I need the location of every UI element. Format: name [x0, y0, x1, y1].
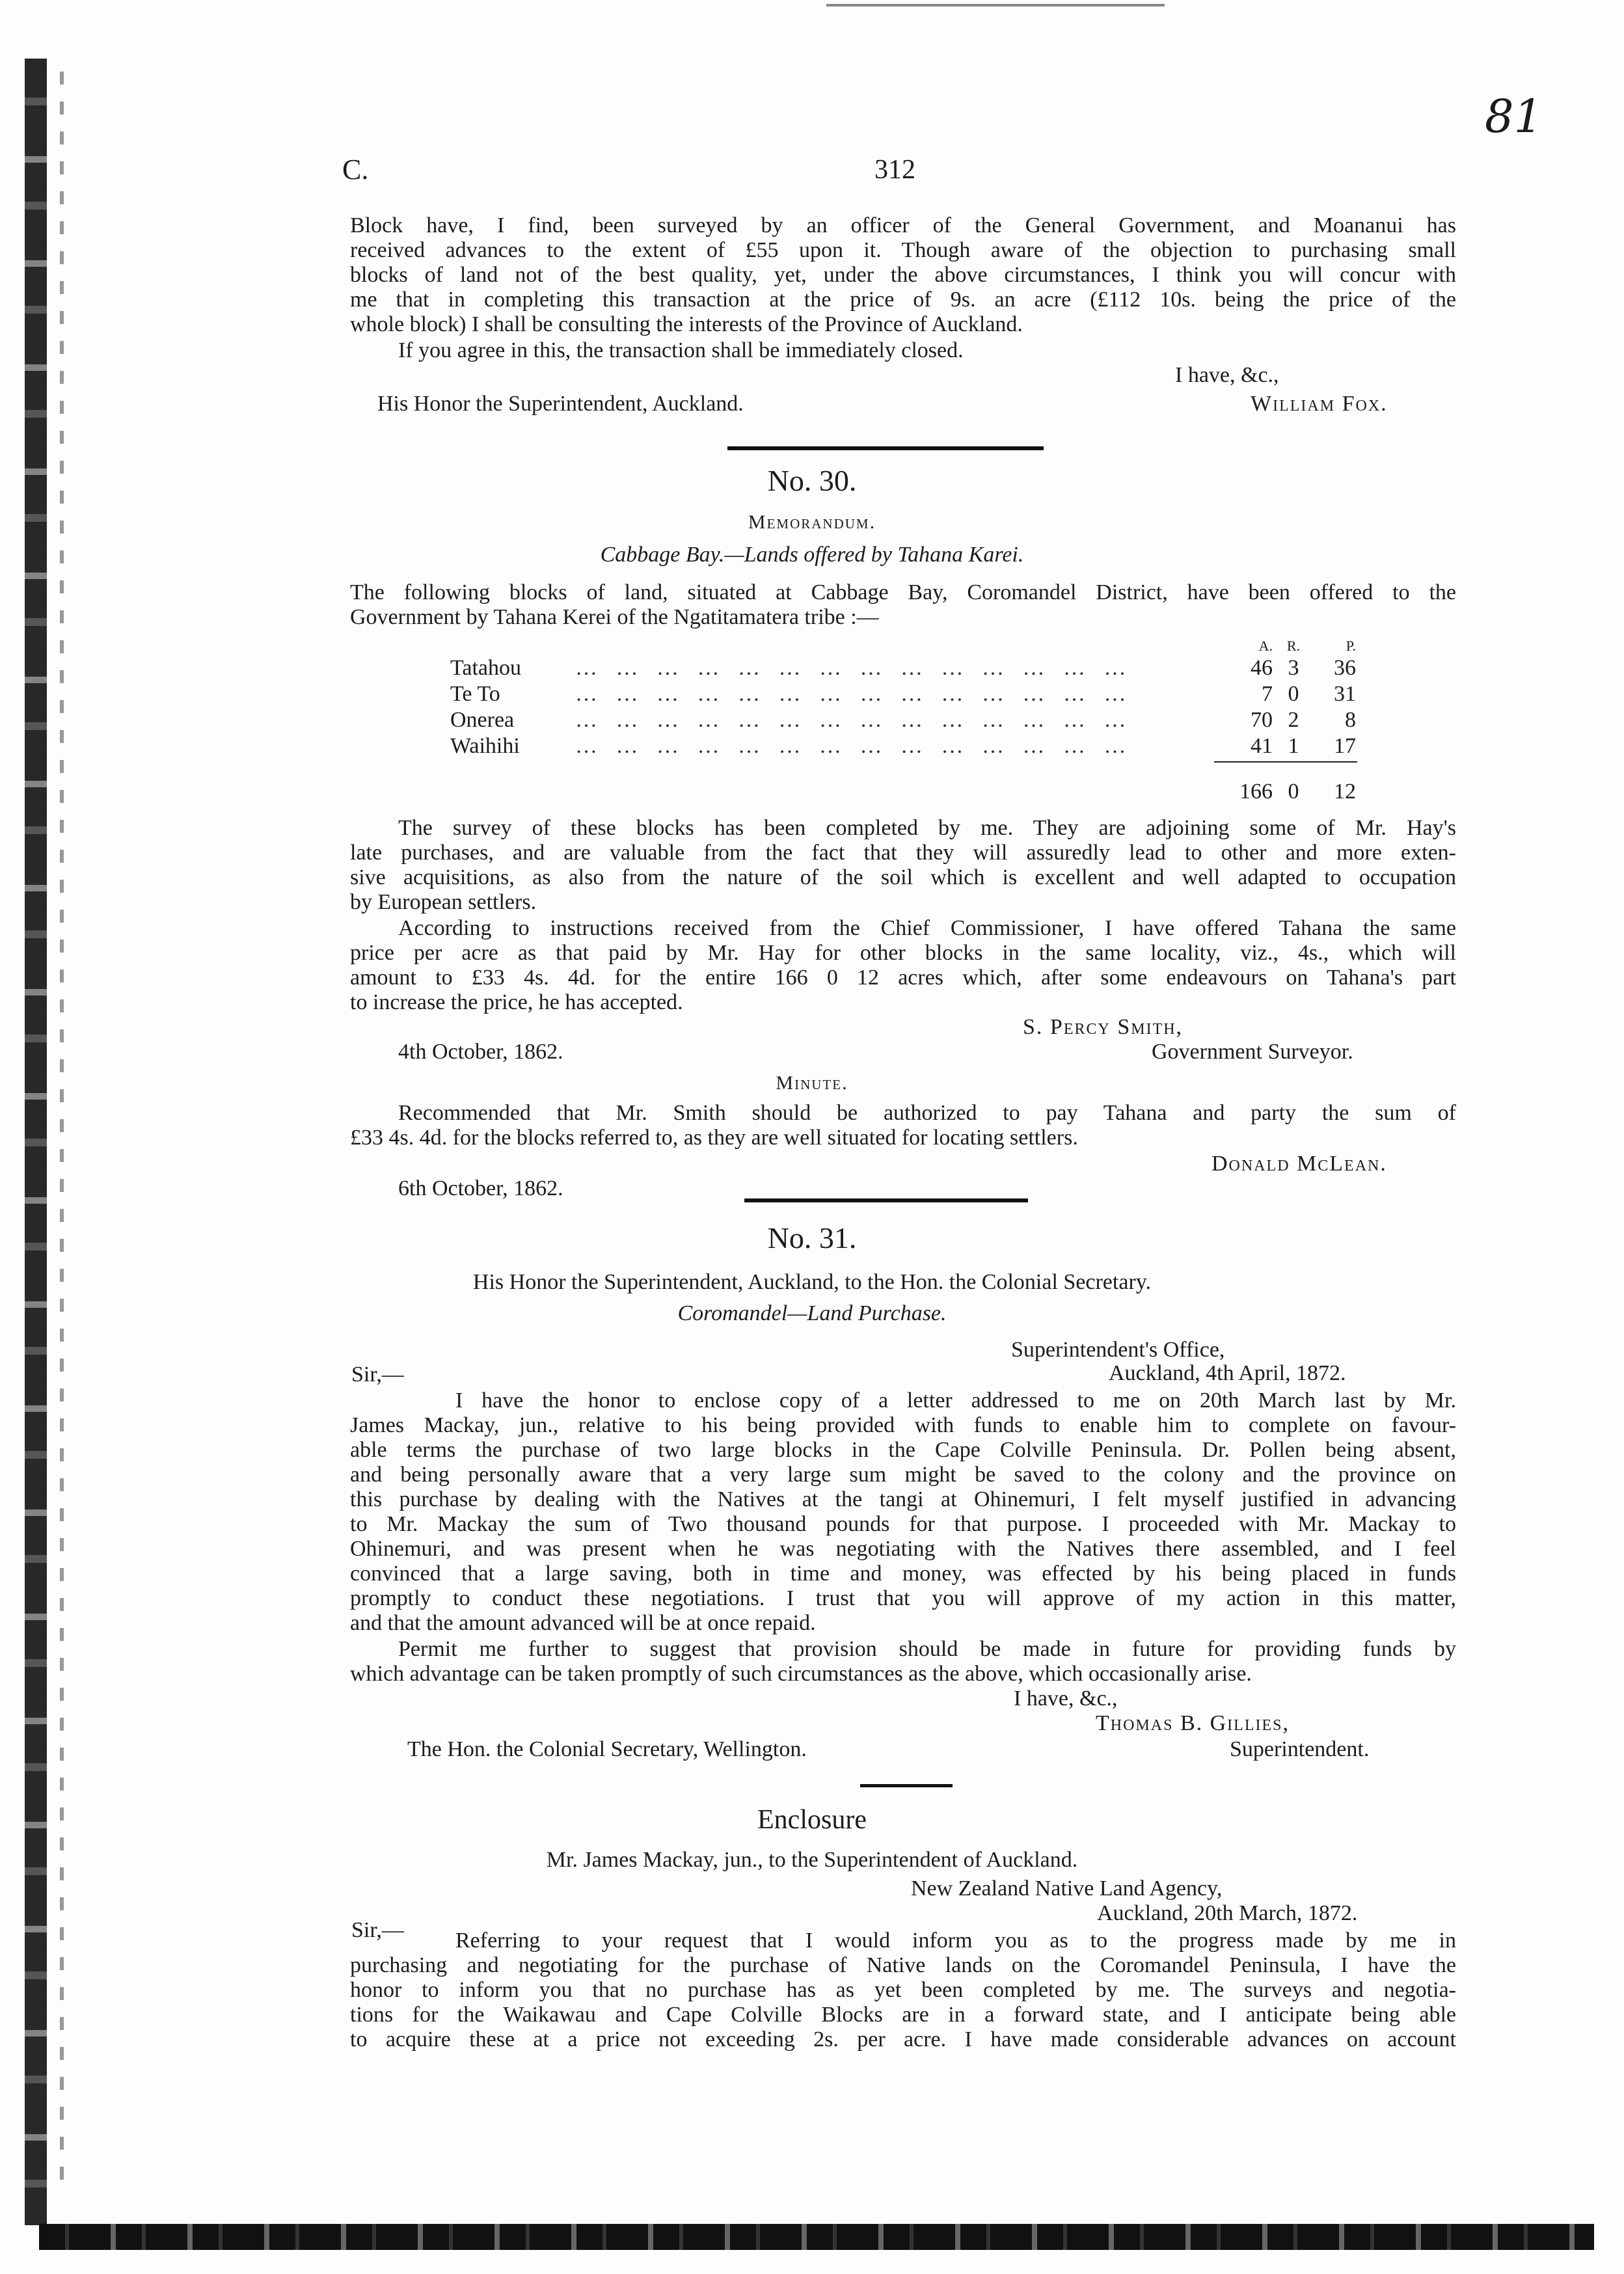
letter-paragraph-line: and being personally aware that a very large sum might be saved to the colony and the province on — [350, 1463, 1456, 1487]
valediction: I have, &c., — [1175, 363, 1279, 387]
column-header-roods: R. — [1286, 638, 1301, 654]
memorandum-heading: Memorandum. — [748, 511, 876, 533]
enclosure-salutation: Sir,— — [351, 1918, 404, 1942]
memo-date: 4th October, 1862. — [398, 1040, 563, 1064]
acres-value: 46 — [1251, 656, 1273, 680]
memorandum-intro: Government by Tahana Kerei of the Ngatitamatera tribe :— — [350, 605, 879, 629]
table-row — [450, 657, 1355, 681]
page-number: 312 — [874, 155, 915, 185]
perches-value: 31 — [1334, 682, 1356, 706]
memo-paragraph-line: amount to £33 4s. 4d. for the entire 166 0 12 acres which, after some endeavours on Tahana's part — [350, 966, 1456, 990]
acres-value: 7 — [1262, 682, 1273, 706]
enclosure-from-to: Mr. James Mackay, jun., to the Superintendent of Auckland. — [546, 1848, 1078, 1872]
minute-heading: Minute. — [776, 1072, 848, 1094]
block-name: Tatahou — [450, 656, 522, 680]
enclosure-line: honor to inform you that no purchase has as yet been completed by me. The surveys and negotia- — [350, 1978, 1456, 2002]
table-row — [450, 683, 1355, 707]
scan-edge-bottom — [39, 2224, 1594, 2250]
continuation-line: Block have, I find, been surveyed by an officer of the General Government, and Moananui has — [350, 213, 1456, 237]
signature: William Fox. — [1251, 392, 1388, 416]
total-rule — [1214, 761, 1357, 763]
memo-paragraph-line: by European settlers. — [350, 890, 537, 914]
section-divider — [860, 1784, 953, 1787]
roods-value: 1 — [1288, 734, 1299, 758]
roods-value: 2 — [1288, 708, 1299, 732]
letter-paragraph-line: this purchase by dealing with the Natives at the tangi at Ohinemuri, I felt myself justified in advancing — [350, 1487, 1456, 1511]
table-row — [450, 735, 1355, 759]
continuation-closing: If you agree in this, the transaction shall be immediately closed. — [398, 338, 964, 362]
enclosure-line: Referring to your request that I would inform you as to the progress made by me in — [455, 1929, 1456, 1953]
column-header-acres: A. — [1258, 638, 1273, 654]
letter-date: Auckland, 4th April, 1872. — [1109, 1361, 1346, 1385]
memo-signature-title: Government Surveyor. — [1152, 1040, 1353, 1064]
roods-value: 3 — [1288, 656, 1299, 680]
letter-paragraph-line: able terms the purchase of two large blocks in the Cape Colville Peninsula. Dr. Pollen being absent, — [350, 1438, 1456, 1462]
minute-line: £33 4s. 4d. for the blocks referred to, as they are well situated for locating settlers. — [350, 1126, 1078, 1150]
memo-paragraph-line: According to instructions received from the Chief Commissioner, I have offered Tahana the same — [398, 916, 1456, 940]
letter-paragraph-line: Permit me further to suggest that provision should be made in future for providing funds by — [398, 1637, 1456, 1661]
perches-value: 36 — [1334, 656, 1356, 680]
letter-salutation: Sir,— — [351, 1362, 404, 1387]
section-divider — [744, 1198, 1028, 1202]
letter-paragraph-line: convinced that a large saving, both in time and money, was effected by his being placed in funds — [350, 1562, 1456, 1586]
minute-signature: Donald McLean. — [1211, 1152, 1387, 1176]
enclosure-date: Auckland, 20th March, 1872. — [1097, 1901, 1358, 1925]
letter-paragraph-line: which advantage can be taken promptly of such circumstances as the above, which occasionally arise. — [350, 1662, 1252, 1686]
table-row — [450, 709, 1355, 733]
letter-addressee: The Hon. the Colonial Secretary, Wellington. — [407, 1737, 807, 1761]
memorandum-intro: The following blocks of land, situated at Cabbage Bay, Coromandel District, have been offered to the — [350, 580, 1456, 604]
memo-paragraph-line: sive acquisitions, as also from the nature of the soil which is excellent and well adapted to occupation — [350, 865, 1456, 889]
series-letter: C. — [342, 154, 369, 185]
letter-title: Coromandel—Land Purchase. — [677, 1301, 947, 1325]
section-heading-no30: No. 30. — [767, 464, 857, 497]
minute-date: 6th October, 1862. — [398, 1176, 563, 1200]
acres-value: 41 — [1251, 734, 1273, 758]
continuation-line: blocks of land not of the best quality, yet, under the above circumstances, I think you will concur with — [350, 263, 1456, 287]
total-perches: 12 — [1334, 779, 1356, 804]
continuation-line: received advances to the extent of £55 upon it. Though aware of the objection to purchasing small — [350, 238, 1456, 262]
block-name: Te To — [450, 682, 500, 706]
roods-value: 0 — [1288, 682, 1299, 706]
enclosure-line: tions for the Waikawau and Cape Colville Blocks are in a forward state, and I anticipate being able — [350, 2003, 1456, 2027]
enclosure-heading: Enclosure — [757, 1805, 867, 1835]
memo-paragraph-line: The survey of these blocks has been completed by me. They are adjoining some of Mr. Hay's — [398, 816, 1456, 840]
letter-paragraph-line: James Mackay, jun., relative to his being provided with funds to enable him to complete on favour- — [350, 1413, 1456, 1437]
table-total-row — [450, 781, 1355, 804]
continuation-line: me that in completing this transaction at the price of 9s. an acre (£112 10s. being the price of the — [350, 288, 1456, 312]
perches-value: 17 — [1334, 734, 1356, 758]
acres-value: 70 — [1251, 708, 1273, 732]
letter-office: Superintendent's Office, — [1011, 1338, 1225, 1362]
letter-paragraph-line: to Mr. Mackay the sum of Two thousand pounds for that purpose. I proceeded with Mr. Mackay to — [350, 1512, 1456, 1536]
memo-paragraph-line: to increase the price, he has accepted. — [350, 990, 683, 1014]
memo-paragraph-line: price per acre as that paid by Mr. Hay for other blocks in the same locality, viz., 4s., which will — [350, 941, 1456, 965]
letter-from-to: His Honor the Superintendent, Auckland, to the Hon. the Colonial Secretary. — [472, 1270, 1152, 1294]
letter-paragraph-line: I have the honor to enclose copy of a letter addressed to me on 20th March last by Mr. — [455, 1388, 1456, 1413]
enclosure-office: New Zealand Native Land Agency, — [911, 1876, 1223, 1901]
top-edge-mark — [826, 4, 1165, 7]
leader-dots: … … … … … … … … … … … … … … — [575, 657, 1133, 679]
letter-signature-title: Superintendent. — [1230, 1737, 1370, 1761]
enclosure-line: purchasing and negotiating for the purchase of Native lands on the Coromandel Peninsula, I have the — [350, 1953, 1456, 1977]
scan-edge-left — [25, 59, 47, 2225]
addressee: His Honor the Superintendent, Auckland. — [377, 392, 744, 416]
letter-paragraph-line: and that the amount advanced will be at once repaid. — [350, 1611, 816, 1635]
memorandum-title: Cabbage Bay.—Lands offered by Tahana Karei. — [600, 543, 1024, 567]
leader-dots: … … … … … … … … … … … … … … — [575, 709, 1133, 731]
memo-signature: S. Percy Smith, — [1023, 1015, 1184, 1039]
section-heading-no31: No. 31. — [767, 1221, 857, 1254]
block-name: Waihihi — [450, 734, 520, 758]
letter-paragraph-line: Ohinemuri, and was present when he was negotiating with the Natives there assembled, and I feel — [350, 1537, 1456, 1561]
enclosure-line: to acquire these at a price not exceeding 2s. per acre. I have made considerable advances on account — [350, 2027, 1456, 2051]
column-header-perches: P. — [1346, 638, 1356, 654]
total-acres: 166 — [1239, 779, 1273, 804]
continuation-line: whole block) I shall be consulting the interests of the Province of Auckland. — [350, 312, 1023, 336]
leader-dots: … … … … … … … … … … … … … … — [575, 735, 1133, 757]
total-roods: 0 — [1288, 779, 1299, 804]
block-name: Onerea — [450, 708, 515, 732]
leader-dots: … … … … … … … … … … … … … … — [575, 683, 1133, 705]
memo-paragraph-line: late purchases, and are valuable from the fact that they will assuredly lead to other and more exten- — [350, 841, 1456, 865]
table-header — [450, 635, 1355, 658]
letter-valediction: I have, &c., — [1014, 1686, 1118, 1711]
minute-line: Recommended that Mr. Smith should be authorized to pay Tahana and party the sum of — [398, 1101, 1456, 1125]
section-divider — [727, 446, 1044, 450]
handwritten-folio-number: 81 — [1485, 90, 1543, 143]
letter-signature: Thomas B. Gillies, — [1096, 1711, 1290, 1735]
perches-value: 8 — [1345, 708, 1356, 732]
letter-paragraph-line: promptly to conduct these negotiations. I trust that you will approve of my action in this matter, — [350, 1586, 1456, 1610]
